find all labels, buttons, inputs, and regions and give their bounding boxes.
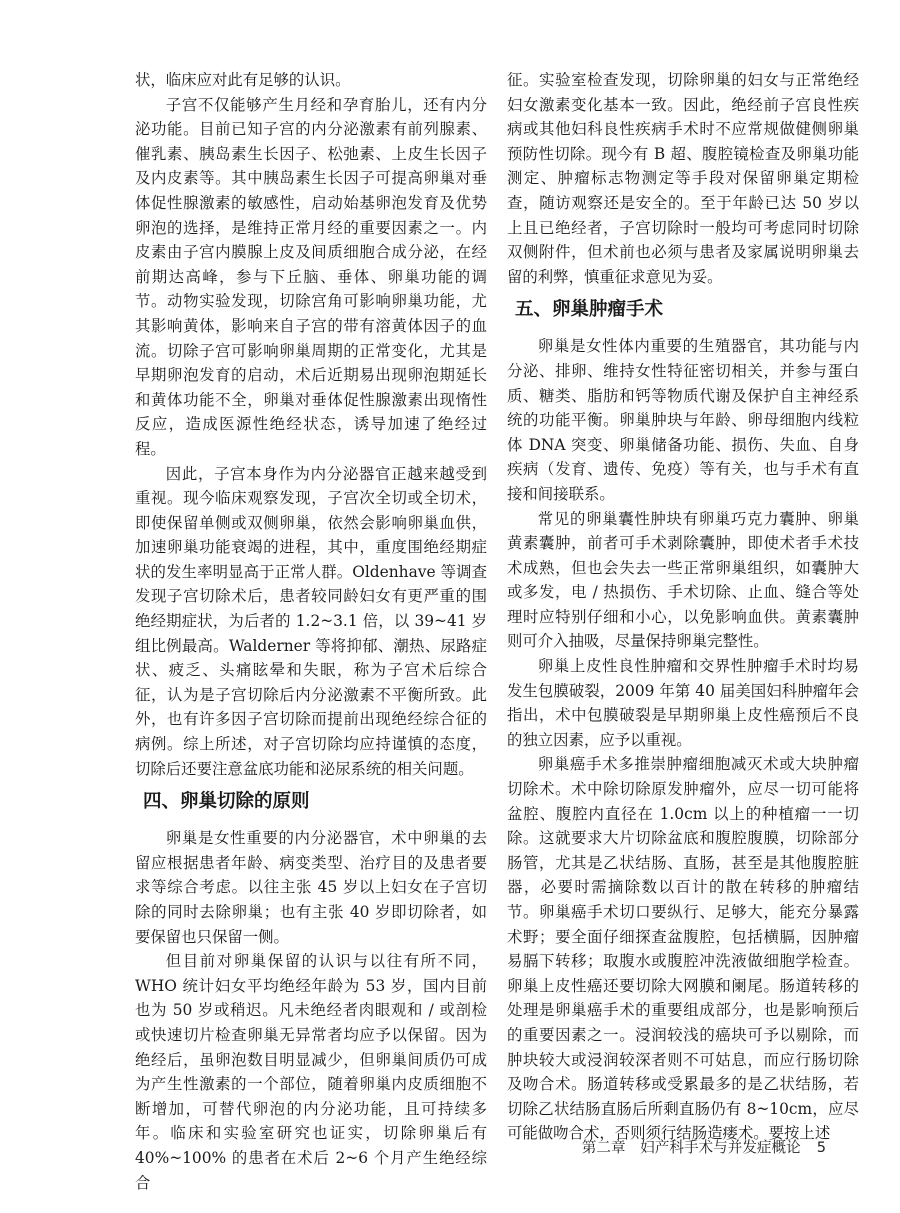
paragraph: 卵巢是女性体内重要的生殖器官，其功能与内分泌、排卵、维持女性特征密切相关，并参与蛋白质、糖类、脂肪和钙等物质代谢及保护自主神经系统的功能平衡。卵巢肿块与年龄、卵母细胞内线粒体 DNA 突变、卵巢储备功能、损伤、失血、自身疾病（发育、遗传、免疫）等有关，也与手术有直接和间接联系。 xyxy=(507,337,859,503)
paragraph: 子宫不仅能够产生月经和孕育胎儿，还有内分泌功能。目前已知子宫的内分泌激素有前列腺素、催乳素、胰岛素生长因子、松弛素、上皮生长因子及内皮素等。其中胰岛素生长因子可提高卵巢对垂体促性腺激素的敏感性，启动始基卵泡发育及优势卵泡的选择，是维持正常月经的重要因素之一。内皮素由子宫内膜腺上皮及间质细胞合成分泌，在经前期达高峰，参与下丘脑、垂体、卵巢功能的调节。动物实验发现，切除宫角可影响卵巢功能，尤其影响黄体，影响来自子宫的带有溶黄体因子的血流。切除子宫可影响卵巢周期的正常变化，尤其是早期卵泡发育的启动，术后近期易出现卵泡期延长和黄体功能不全，卵巢对垂体促性腺激素出现惰性反应，造成医源性绝经状态，诱导加速了绝经过程。 xyxy=(135,95,487,458)
section-heading-5: 五、卵巢肿瘤手术 xyxy=(515,299,664,321)
paragraph: 因此，子宫本身作为内分泌器官正越来越受到重视。现今临床观察发现，子宫次全切或全切术，即使保留单侧或双侧卵巢，依然会影响卵巢血供，加速卵巢功能衰竭的进程，其中，重度围绝经期症状的发生率明显高于正常人群。Oldenhave 等调查发现子宫切除术后，患者较同龄妇女有更严重的围绝经期症状，为后者的 1.2~3.1 倍，以 39~41 岁组比例最高。Walderner 等将抑郁、潮热、尿路症状、疲乏、头痛眩晕和失眠，称为子宫术后综合征，认为是子宫切除后内分泌激素不平衡所致。此外，也有许多因子宫切除而提前出现绝经综合征的病例。综上所述，对子宫切除均应持谨慎的态度，切除后还要注意盆底功能和泌尿系统的相关问题。 xyxy=(135,464,487,778)
paragraph: 征。实验室检查发现，切除卵巢的妇女与正常绝经妇女激素变化基本一致。因此，绝经前子宫良性疾病或其他妇科良性疾病手术时不应常规做健侧卵巢预防性切除。现今有 B 超、腹腔镜检查及卵巢功能测定、肿瘤标志物测定等手段对保留卵巢定期检查，随访观察还是安全的。至于年龄已达 50 岁以上且已绝经者，子宫切除时一般均可考虑同时切除双侧附件，但术前也必须与患者及家属说明卵巢去留的利弊，慎重征求意见为妥。 xyxy=(507,71,859,286)
paragraph: 状，临床应对此有足够的认识。 xyxy=(135,71,351,89)
right-column xyxy=(507,68,859,1146)
left-column xyxy=(135,68,487,1195)
paragraph: 常见的卵巢囊性肿块有卵巢巧克力囊肿、卵巢黄素囊肿，前者可手术剥除囊肿，即使术者手术技术成熟，但也会失去一些正常卵巢组织，如囊肿大或多发，电 / 热损伤、手术切除、止血、缝合等处理时应特别仔细和小心，以免影响血供。黄素囊肿则可介入抽吸，尽量保持卵巢完整性。 xyxy=(507,509,859,651)
page-footer xyxy=(582,1136,826,1157)
section-heading-4: 四、卵巢切除的原则 xyxy=(143,791,310,813)
page-number: 5 xyxy=(816,1139,826,1156)
paragraph: 卵巢癌手术多推崇肿瘤细胞减灭术或大块肿瘤切除术。术中除切除原发肿瘤外，应尽一切可能将盆腔、腹腔内直径在 1.0cm 以上的种植瘤一一切除。这就要求大片切除盆底和腹腔腹膜，切除部分肠管，尤其是乙状结肠、直肠，甚至是其他腹腔脏器，必要时需摘除数以百计的散在转移的肿瘤结节。卵巢癌手术切口要纵行、足够大，能充分暴露术野；要全面仔细探查盆腹腔，包括横膈，因肿瘤易膈下转移；取腹水或腹腔冲洗液做细胞学检查。卵巢上皮性癌还要切除大网膜和阑尾。肠道转移的处理是卵巢癌手术的重要组成部分，也是影响预后的重要因素之一。浸润较浅的癌块可予以剔除，而肿块较大或浸润较深者则不可姑息，而应行肠切除及吻合术。肠道转移或受累最多的是乙状结肠，若切除乙状结肠直肠后所剩直肠仍有 8~10cm，应尽可能做吻合术，否则须行结肠造瘘术。要按上述 xyxy=(507,755,859,1143)
paragraph: 卵巢上皮性良性肿瘤和交界性肿瘤手术时均易发生包膜破裂，2009 年第 40 届美国妇科肿瘤年会指出，术中包膜破裂是早期卵巢上皮性癌预后不良的独立因素，应予以重视。 xyxy=(507,657,859,749)
paragraph: 卵巢是女性重要的内分泌器官，术中卵巢的去留应根据患者年龄、病变类型、治疗目的及患者要求等综合考虑。以往主张 45 岁以上妇女在子宫切除的同时去除卵巢；也有主张 40 岁即切除者，如要保留也只保留一侧。 xyxy=(135,829,487,946)
paragraph: 但目前对卵巢保留的认识与以往有所不同，WHO 统计妇女平均绝经年龄为 53 岁，国内目前也为 50 岁或稍迟。凡未绝经者肉眼观和 / 或剖检或快速切片检查卵巢无异常者均应予以保留。因为绝经后，虽卵泡数目明显减少，但卵巢间质仍可成为产生性激素的一个部位，随着卵巢内皮质细胞不断增加，可替代卵泡的内分泌功能，且可持续多年。临床和实验室研究也证实，切除卵巢后有 40%~100% 的患者在术后 2~6 个月产生绝经综合 xyxy=(135,952,487,1192)
chapter-title: 第二章 妇产科手术与并发症概论 xyxy=(581,1139,801,1156)
